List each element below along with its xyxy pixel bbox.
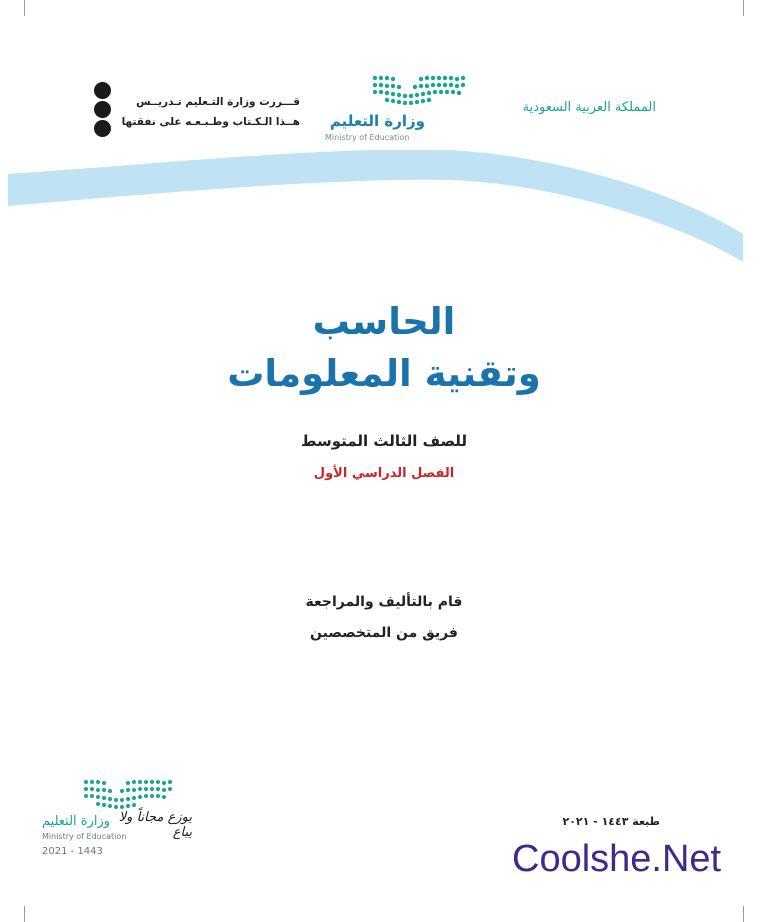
- bullet-icon: [94, 101, 111, 118]
- footer-ministry-name-en: Ministry of Education: [42, 832, 127, 841]
- crop-mark: [24, 0, 25, 16]
- watermark-brand: Coolshe.Net: [512, 838, 722, 880]
- grade-level: للصف الثالث المتوسط: [300, 432, 468, 450]
- bullet-icon: [94, 82, 111, 99]
- ministry-emblem-icon: [325, 70, 470, 110]
- footer-ministry-name-ar: وزارة التعليم: [42, 814, 111, 829]
- bullet-icon: [94, 120, 111, 137]
- decree-line: قـــررت وزارة التـعليم تـدريــس: [136, 96, 300, 108]
- decorative-wave: [0, 150, 768, 290]
- ministry-decree: [110, 92, 300, 132]
- crop-mark: [743, 906, 744, 922]
- kingdom-name: المملكة العربية السعودية: [522, 100, 656, 115]
- ministry-name-en: Ministry of Education: [325, 133, 410, 142]
- crop-mark: [24, 906, 25, 922]
- distribution-note: يوزع مجاناً ولا يباع: [118, 810, 192, 840]
- book-title: الحاسب: [312, 300, 456, 343]
- semester: الفصل الدراسي الأول: [313, 466, 455, 481]
- decree-line: هــذا الـكـتاب وطـبـعـه على نفقتها: [121, 116, 300, 128]
- book-title: وتقنية المعلومات: [227, 352, 541, 395]
- authors-line: قام بالتأليف والمراجعة: [305, 594, 463, 610]
- authors-line: فريق من المتخصصين: [310, 625, 458, 641]
- footer-ministry-logo: [42, 778, 192, 858]
- ministry-emblem-icon: [80, 778, 190, 812]
- ministry-logo: [325, 70, 470, 150]
- crop-mark: [743, 0, 744, 16]
- ministry-name-ar: وزارة التعليم: [329, 112, 425, 130]
- edition-label: طبعة ١٤٤٣ - ٢٠٢١: [562, 815, 660, 828]
- edition-year: 2021 - 1443: [42, 846, 103, 857]
